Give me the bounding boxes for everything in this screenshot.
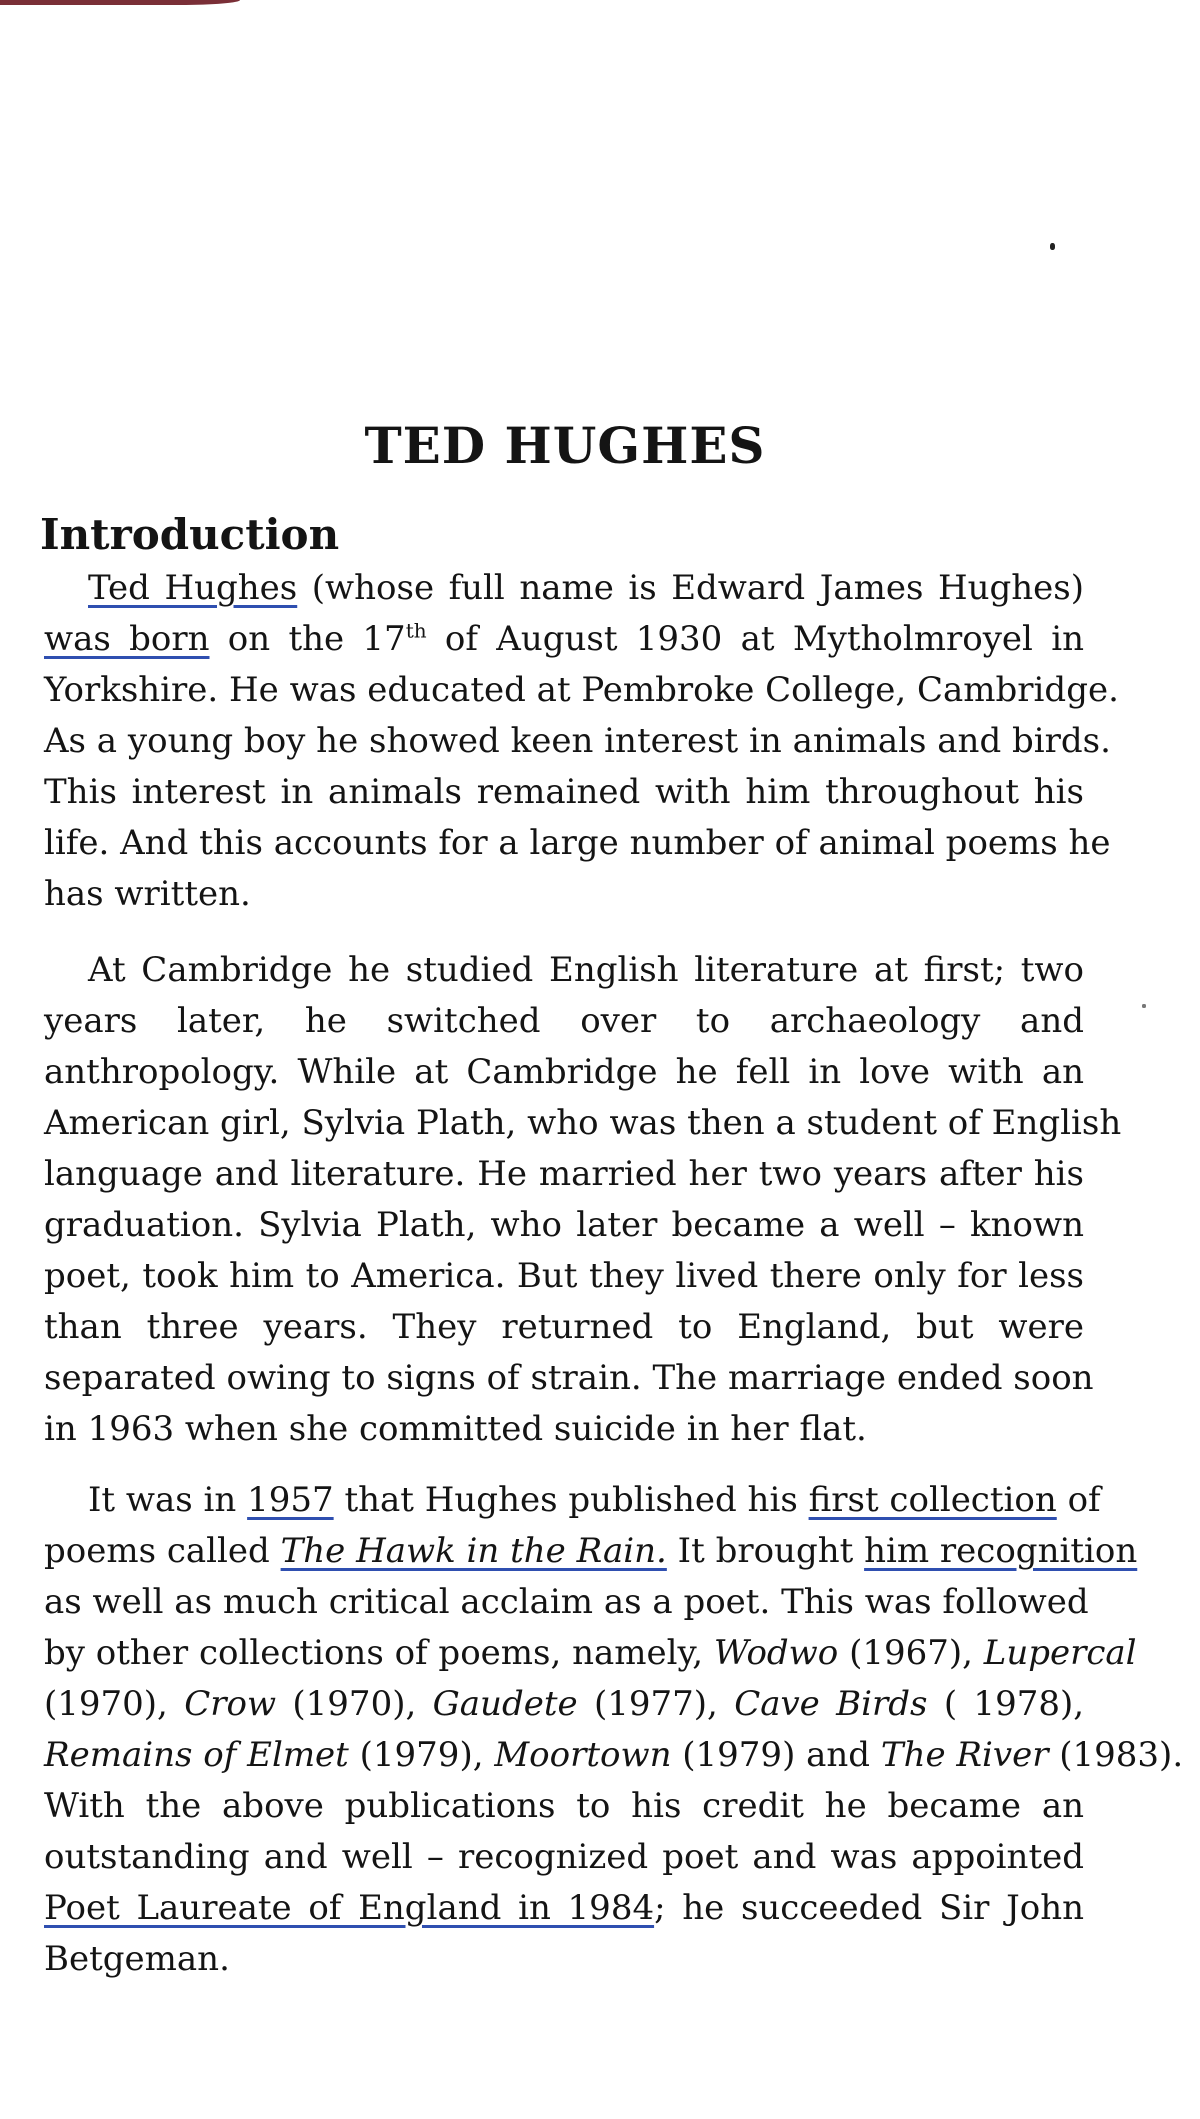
text-segment: of: [1056, 1480, 1101, 1520]
ink-speck: [1050, 243, 1055, 250]
text-line: outstanding and well – recognized poet and was appointed: [44, 1837, 1084, 1877]
underlined-phrase: him recognition: [864, 1531, 1138, 1571]
superscript: th: [405, 618, 427, 643]
text-line: anthropology. While at Cambridge he fell in love with an: [44, 1052, 1084, 1092]
text-line: At Cambridge he studied English literature at first; two: [88, 950, 1084, 990]
paragraph-1: [44, 563, 1119, 920]
text-segment: ; he succeeded Sir John: [654, 1888, 1084, 1928]
text-line: American girl, Sylvia Plath, who was then a student of English: [44, 1103, 1122, 1143]
text-segment: of August 1930 at Mytholmroyel in: [426, 619, 1084, 659]
text-line: As a young boy he showed keen interest in animals and birds.: [44, 721, 1111, 761]
paragraph-2: [44, 945, 1122, 1455]
text-segment: (whose full name is Edward James Hughes): [297, 568, 1084, 608]
underlined-phrase: was born: [44, 619, 210, 659]
book-title: Moortown: [494, 1735, 672, 1775]
text-segment: that Hughes published his: [333, 1480, 809, 1520]
text-line: separated owing to signs of strain. The marriage ended soon: [44, 1358, 1094, 1398]
underlined-phrase: Poet Laureate of England in 1984: [44, 1888, 655, 1928]
text-segment: It brought: [666, 1531, 865, 1571]
book-page-edge: [0, 0, 240, 5]
text-segment: by other collections of poems, namely,: [44, 1633, 714, 1673]
text-segment: (1979) and: [671, 1735, 881, 1775]
text-segment: It was in: [88, 1480, 248, 1520]
text-line: Yorkshire. He was educated at Pembroke College, Cambridge.: [44, 670, 1119, 710]
book-title: Crow: [184, 1684, 277, 1724]
text-line: [44, 1628, 1137, 1679]
text-line: With the above publications to his credit he became an: [44, 1786, 1084, 1826]
text-line: poet, took him to America. But they lived there only for less: [44, 1256, 1084, 1296]
paragraph-3: [44, 1475, 1184, 1985]
book-title-underlined: The Hawk in the Rain.: [280, 1531, 667, 1571]
text-line: in 1963 when she committed suicide in her flat.: [44, 1409, 867, 1449]
text-segment: (1983).: [1048, 1735, 1184, 1775]
book-title: Wodwo: [713, 1633, 839, 1673]
text-line: This interest in animals remained with him throughout his: [44, 772, 1084, 812]
text-line: [44, 1475, 1101, 1526]
page-title: TED HUGHES: [364, 416, 766, 475]
book-title: Lupercal: [983, 1633, 1137, 1673]
text-line: as well as much critical acclaim as a poet. This was followed: [44, 1582, 1089, 1622]
text-line: [44, 1883, 1084, 1934]
text-line: [44, 1526, 1138, 1577]
text-segment: on the 17: [209, 619, 406, 659]
section-heading: Introduction: [40, 510, 340, 559]
book-title: Cave Birds: [734, 1684, 928, 1724]
book-title: The River: [880, 1735, 1049, 1775]
text-line: [44, 1730, 1184, 1781]
text-line: than three years. They returned to England, but were: [44, 1307, 1084, 1347]
text-segment: (1970),: [276, 1684, 433, 1724]
text-line: life. And this accounts for a large number of animal poems he: [44, 823, 1111, 863]
underlined-phrase: first collection: [808, 1480, 1057, 1520]
text-line: [44, 614, 1084, 665]
text-line: graduation. Sylvia Plath, who later became a well – known: [44, 1205, 1084, 1245]
text-line: language and literature. He married her two years after his: [44, 1154, 1084, 1194]
text-segment: (1979),: [348, 1735, 495, 1775]
text-line: Betgeman.: [44, 1939, 230, 1979]
underlined-phrase: Ted Hughes: [88, 568, 298, 608]
book-title: Gaudete: [432, 1684, 578, 1724]
text-segment: poems called: [44, 1531, 281, 1571]
text-line: [44, 1679, 1084, 1730]
book-title: Remains of Elmet: [44, 1735, 349, 1775]
text-segment: (1977),: [577, 1684, 735, 1724]
text-segment: (1967),: [838, 1633, 984, 1673]
text-segment: ( 1978),: [927, 1684, 1085, 1724]
text-segment: (1970),: [44, 1684, 185, 1724]
ink-speck: [1142, 1004, 1146, 1008]
text-line: years later, he switched over to archaeology and: [44, 1001, 1084, 1041]
underlined-phrase: 1957: [247, 1480, 334, 1520]
text-line: has written.: [44, 874, 251, 914]
text-line: [44, 563, 1084, 614]
